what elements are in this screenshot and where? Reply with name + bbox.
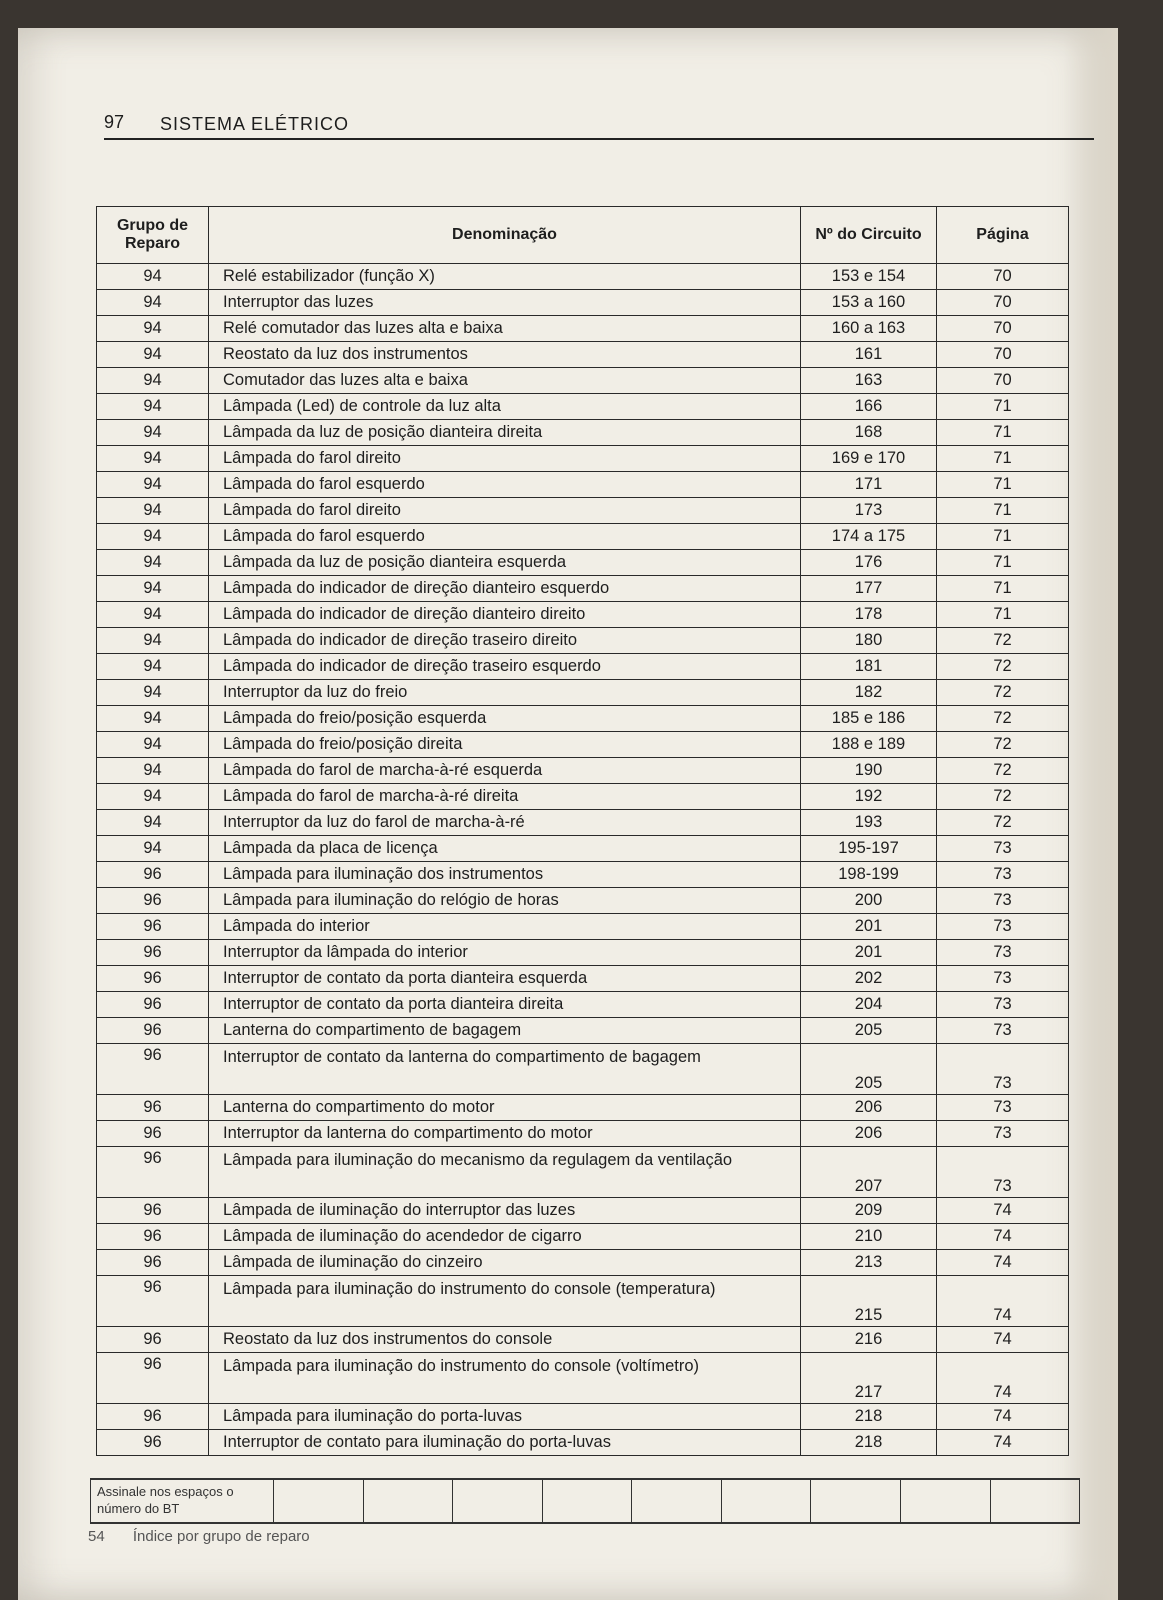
circuito-cell: 200 [801,888,937,914]
grupo-cell: 94 [97,836,209,862]
pagina-cell: 74 [937,1430,1069,1456]
table-row [97,1044,1069,1095]
grupo-cell: 96 [97,1044,209,1095]
page-footer [88,1528,310,1545]
denominacao-cell: Lâmpada do indicador de direção traseiro esquerdo [209,654,801,680]
table-header-row [97,207,1069,264]
table-row [97,1353,1069,1404]
circuito-cell: 210 [801,1224,937,1250]
grupo-cell: 96 [97,1095,209,1121]
bt-entry-cell[interactable] [274,1480,364,1522]
table-row [97,1224,1069,1250]
grupo-cell: 94 [97,290,209,316]
pagina-cell: 73 [937,940,1069,966]
col-header-denominacao: Denominação [209,207,801,264]
table-row [97,1276,1069,1327]
pagina-cell: 74 [937,1198,1069,1224]
denominacao-cell: Interruptor de contato da porta dianteira direita [209,992,801,1018]
table-row [97,446,1069,472]
circuito-cell: 218 [801,1430,937,1456]
circuito-cell: 182 [801,680,937,706]
table-row [97,1250,1069,1276]
circuito-cell: 171 [801,472,937,498]
denominacao-cell: Lâmpada para iluminação dos instrumentos [209,862,801,888]
pagina-cell: 71 [937,550,1069,576]
header-page-number: 97 [104,112,125,132]
circuito-cell: 168 [801,420,937,446]
circuito-cell: 174 a 175 [801,524,937,550]
bt-entry-cell[interactable] [991,1480,1081,1522]
pagina-cell: 72 [937,758,1069,784]
circuito-cell: 218 [801,1404,937,1430]
denominacao-cell: Lâmpada do farol direito [209,446,801,472]
pagina-cell: 73 [937,992,1069,1018]
circuito-cell: 161 [801,342,937,368]
grupo-cell: 96 [97,1353,209,1404]
denominacao-cell: Comutador das luzes alta e baixa [209,368,801,394]
pagina-cell: 70 [937,290,1069,316]
pagina-cell: 73 [937,836,1069,862]
col-header-grupo: Grupo de Reparo [97,207,209,264]
page-edge-shadow [1063,28,1118,1600]
circuito-cell: 178 [801,602,937,628]
pagina-cell: 71 [937,420,1069,446]
denominacao-cell: Lâmpada do farol de marcha-à-ré direita [209,784,801,810]
circuito-cell: 201 [801,940,937,966]
grupo-cell: 96 [97,1327,209,1353]
circuit-index-table [96,206,1069,1456]
table-row [97,420,1069,446]
grupo-cell: 96 [97,1198,209,1224]
circuito-cell: 153 a 160 [801,290,937,316]
grupo-cell: 96 [97,966,209,992]
denominacao-cell: Lâmpada do indicador de direção traseiro direito [209,628,801,654]
pagina-cell: 70 [937,264,1069,290]
pagina-cell: 71 [937,524,1069,550]
grupo-cell: 94 [97,706,209,732]
circuito-cell: 201 [801,914,937,940]
pagina-cell: 73 [937,914,1069,940]
bt-box-label: Assinale nos espaços o número do BT [90,1480,274,1522]
circuito-cell: 176 [801,550,937,576]
pagina-cell: 71 [937,394,1069,420]
pagina-cell: 72 [937,654,1069,680]
grupo-cell: 96 [97,992,209,1018]
circuito-cell: 217 [801,1353,937,1404]
circuito-cell: 204 [801,992,937,1018]
grupo-cell: 96 [97,1250,209,1276]
grupo-cell: 94 [97,628,209,654]
bt-entry-cell[interactable] [901,1480,991,1522]
col-header-pagina: Página [937,207,1069,264]
grupo-cell: 94 [97,784,209,810]
table-row [97,1198,1069,1224]
denominacao-cell: Lâmpada do indicador de direção dianteiro direito [209,602,801,628]
pagina-cell: 73 [937,1095,1069,1121]
denominacao-cell: Interruptor da luz do freio [209,680,801,706]
pagina-cell: 73 [937,1044,1069,1095]
pagina-cell: 73 [937,966,1069,992]
pagina-cell: 74 [937,1224,1069,1250]
circuito-cell: 195-197 [801,836,937,862]
grupo-cell: 94 [97,602,209,628]
grupo-cell: 94 [97,446,209,472]
grupo-cell: 94 [97,732,209,758]
circuito-cell: 202 [801,966,937,992]
table-row [97,654,1069,680]
circuito-cell: 205 [801,1018,937,1044]
circuito-cell: 209 [801,1198,937,1224]
grupo-cell: 94 [97,654,209,680]
bt-entry-cell[interactable] [632,1480,722,1522]
denominacao-cell: Lâmpada do farol esquerdo [209,472,801,498]
denominacao-cell: Lâmpada para iluminação do instrumento do console (voltímetro) [209,1353,801,1404]
header-title: SISTEMA ELÉTRICO [160,114,350,134]
circuito-cell: 177 [801,576,937,602]
grupo-cell: 94 [97,550,209,576]
table-row [97,836,1069,862]
table-row [97,602,1069,628]
grupo-cell: 96 [97,914,209,940]
grupo-cell: 94 [97,316,209,342]
table-row [97,940,1069,966]
denominacao-cell: Lanterna do compartimento de bagagem [209,1018,801,1044]
table-row [97,472,1069,498]
circuito-cell: 206 [801,1121,937,1147]
bt-entry-cell[interactable] [543,1480,633,1522]
pagina-cell: 74 [937,1404,1069,1430]
circuito-cell: 190 [801,758,937,784]
manual-page [18,28,1118,1600]
grupo-cell: 94 [97,420,209,446]
denominacao-cell: Relé comutador das luzes alta e baixa [209,316,801,342]
circuito-cell: 153 e 154 [801,264,937,290]
table-row [97,628,1069,654]
pagina-cell: 70 [937,368,1069,394]
pagina-cell: 72 [937,810,1069,836]
table-row [97,264,1069,290]
table-row [97,1018,1069,1044]
circuito-cell: 169 e 170 [801,446,937,472]
denominacao-cell: Interruptor de contato da lanterna do compartimento de bagagem [209,1044,801,1095]
table-row [97,368,1069,394]
pagina-cell: 70 [937,342,1069,368]
circuito-cell: 213 [801,1250,937,1276]
circuito-cell: 188 e 189 [801,732,937,758]
denominacao-cell: Lâmpada do freio/posição esquerda [209,706,801,732]
pagina-cell: 71 [937,472,1069,498]
bt-entry-cell[interactable] [453,1480,543,1522]
pagina-cell: 71 [937,576,1069,602]
pagina-cell: 74 [937,1276,1069,1327]
grupo-cell: 94 [97,758,209,784]
grupo-cell: 96 [97,1430,209,1456]
grupo-cell: 94 [97,342,209,368]
grupo-cell: 94 [97,810,209,836]
denominacao-cell: Lâmpada do interior [209,914,801,940]
circuito-cell: 193 [801,810,937,836]
denominacao-cell: Interruptor da lanterna do compartimento do motor [209,1121,801,1147]
table-row [97,498,1069,524]
denominacao-cell: Lâmpada do farol esquerdo [209,524,801,550]
table-row [97,342,1069,368]
circuito-cell: 160 a 163 [801,316,937,342]
denominacao-cell: Reostato da luz dos instrumentos [209,342,801,368]
circuito-cell: 216 [801,1327,937,1353]
table-row [97,914,1069,940]
footer-page-number: 54 [88,1528,105,1545]
table-row [97,706,1069,732]
bt-entry-cell[interactable] [811,1480,901,1522]
denominacao-cell: Lâmpada de iluminação do acendedor de cigarro [209,1224,801,1250]
denominacao-cell: Relé estabilizador (função X) [209,264,801,290]
grupo-cell: 96 [97,1121,209,1147]
grupo-cell: 94 [97,576,209,602]
grupo-cell: 94 [97,680,209,706]
bt-entry-cell[interactable] [364,1480,454,1522]
circuito-cell: 180 [801,628,937,654]
grupo-cell: 96 [97,888,209,914]
table-row [97,966,1069,992]
pagina-cell: 72 [937,732,1069,758]
denominacao-cell: Reostato da luz dos instrumentos do console [209,1327,801,1353]
circuito-cell: 192 [801,784,937,810]
table-row [97,1095,1069,1121]
table-row [97,394,1069,420]
denominacao-cell: Interruptor da lâmpada do interior [209,940,801,966]
table-row [97,732,1069,758]
denominacao-cell: Lâmpada para iluminação do instrumento do console (temperatura) [209,1276,801,1327]
denominacao-cell: Lanterna do compartimento do motor [209,1095,801,1121]
circuito-cell: 215 [801,1276,937,1327]
pagina-cell: 73 [937,1018,1069,1044]
circuito-cell: 181 [801,654,937,680]
pagina-cell: 71 [937,602,1069,628]
circuito-cell: 205 [801,1044,937,1095]
table-row [97,992,1069,1018]
circuito-cell: 198-199 [801,862,937,888]
pagina-cell: 73 [937,862,1069,888]
circuito-cell: 185 e 186 [801,706,937,732]
grupo-cell: 96 [97,1224,209,1250]
circuito-cell: 173 [801,498,937,524]
pagina-cell: 70 [937,316,1069,342]
grupo-cell: 94 [97,472,209,498]
denominacao-cell: Lâmpada para iluminação do mecanismo da regulagem da ventilação [209,1147,801,1198]
table-row [97,680,1069,706]
grupo-cell: 96 [97,940,209,966]
grupo-cell: 94 [97,524,209,550]
denominacao-cell: Lâmpada de iluminação do cinzeiro [209,1250,801,1276]
pagina-cell: 73 [937,1147,1069,1198]
denominacao-cell: Lâmpada da placa de licença [209,836,801,862]
denominacao-cell: Lâmpada para iluminação do porta-luvas [209,1404,801,1430]
denominacao-cell: Interruptor das luzes [209,290,801,316]
denominacao-cell: Lâmpada do indicador de direção dianteiro esquerdo [209,576,801,602]
circuito-cell: 163 [801,368,937,394]
denominacao-cell: Lâmpada da luz de posição dianteira esquerda [209,550,801,576]
table-row [97,1404,1069,1430]
footer-section-title: Índice por grupo de reparo [132,1528,310,1545]
circuito-cell: 206 [801,1095,937,1121]
table-row [97,862,1069,888]
pagina-cell: 71 [937,446,1069,472]
circuito-cell: 207 [801,1147,937,1198]
denominacao-cell: Interruptor da luz do farol de marcha-à-ré [209,810,801,836]
circuito-cell: 166 [801,394,937,420]
table-row [97,810,1069,836]
bt-number-box [90,1478,1080,1524]
denominacao-cell: Interruptor de contato para iluminação do porta-luvas [209,1430,801,1456]
table-row [97,1121,1069,1147]
pagina-cell: 73 [937,1121,1069,1147]
col-header-circuito: Nº do Circuito [801,207,937,264]
table-row [97,1147,1069,1198]
table-row [97,758,1069,784]
grupo-cell: 96 [97,862,209,888]
table-row [97,1327,1069,1353]
pagina-cell: 74 [937,1327,1069,1353]
pagina-cell: 72 [937,706,1069,732]
grupo-cell: 96 [97,1147,209,1198]
denominacao-cell: Lâmpada do farol de marcha-à-ré esquerda [209,758,801,784]
table-row [97,290,1069,316]
page-header [104,108,1094,140]
table-row [97,1430,1069,1456]
grupo-cell: 96 [97,1276,209,1327]
bt-entry-cell[interactable] [722,1480,812,1522]
denominacao-cell: Lâmpada para iluminação do relógio de horas [209,888,801,914]
table-row [97,576,1069,602]
grupo-cell: 96 [97,1404,209,1430]
table-row [97,316,1069,342]
pagina-cell: 73 [937,888,1069,914]
grupo-cell: 94 [97,498,209,524]
grupo-cell: 94 [97,394,209,420]
denominacao-cell: Lâmpada de iluminação do interruptor das luzes [209,1198,801,1224]
pagina-cell: 74 [937,1353,1069,1404]
pagina-cell: 74 [937,1250,1069,1276]
grupo-cell: 94 [97,368,209,394]
denominacao-cell: Lâmpada do freio/posição direita [209,732,801,758]
grupo-cell: 94 [97,264,209,290]
table-row [97,888,1069,914]
table-body [97,264,1069,1456]
denominacao-cell: Lâmpada do farol direito [209,498,801,524]
denominacao-cell: Interruptor de contato da porta dianteira esquerda [209,966,801,992]
table-row [97,550,1069,576]
denominacao-cell: Lâmpada (Led) de controle da luz alta [209,394,801,420]
grupo-cell: 96 [97,1018,209,1044]
table-row [97,784,1069,810]
table-row [97,524,1069,550]
pagina-cell: 72 [937,628,1069,654]
pagina-cell: 72 [937,784,1069,810]
denominacao-cell: Lâmpada da luz de posição dianteira direita [209,420,801,446]
pagina-cell: 71 [937,498,1069,524]
pagina-cell: 72 [937,680,1069,706]
